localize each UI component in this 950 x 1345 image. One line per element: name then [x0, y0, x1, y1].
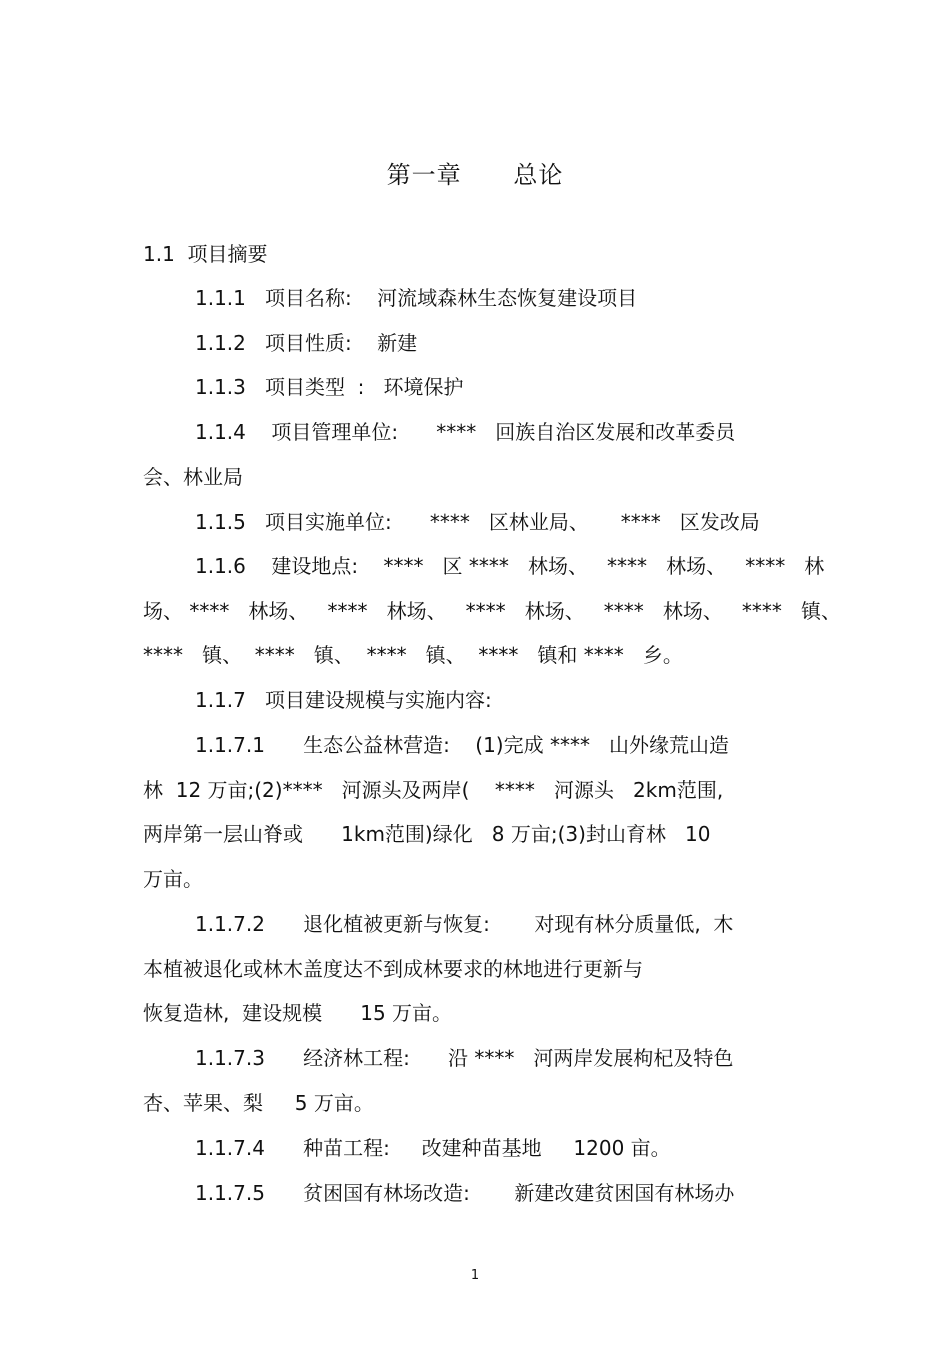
item-1-1-7-1-cont-1: 林 12 万亩;(2)**** 河源头及两岸( **** 河源头 2km范围,: [143, 778, 724, 802]
item-1-1-7-2-cont-2: 恢复造林, 建设规模 15 万亩。: [143, 1001, 453, 1025]
item-1-1-7-5: 1.1.7.5 贫困国有林场改造: 新建改建贫困国有林场办: [195, 1181, 735, 1205]
item-1-1-7-2: 1.1.7.2 退化植被更新与恢复: 对现有林分质量低, 木: [195, 912, 734, 936]
item-1-1-3: 1.1.3 项目类型 : 环境保护: [195, 375, 464, 399]
item-1-1-6-cont-2: **** 镇、 **** 镇、 **** 镇、 **** 镇和 **** 乡。: [143, 643, 683, 667]
page-number: 1: [470, 1268, 480, 1283]
item-1-1-7-3: 1.1.7.3 经济林工程: 沿 **** 河两岸发展枸杞及特色: [195, 1046, 734, 1070]
item-1-1-7-1-cont-3: 万亩。: [143, 867, 203, 891]
item-1-1-7-1-cont-2: 两岸第一层山脊或 1km范围)绿化 8 万亩;(3)封山育林 10: [143, 822, 711, 846]
item-1-1-7: 1.1.7 项目建设规模与实施内容:: [195, 688, 492, 712]
chapter-title: 第一章 总论: [386, 161, 564, 189]
item-1-1-6-cont-1: 场、 **** 林场、 **** 林场、 **** 林场、 **** 林场、 **** 镇、: [143, 599, 842, 623]
item-1-1-4-cont: 会、林业局: [143, 465, 243, 489]
item-1-1-6: 1.1.6 建设地点: **** 区 **** 林场、 **** 林场、 **** 林: [195, 554, 825, 578]
item-1-1-7-2-cont-1: 本植被退化或林木盖度达不到成林要求的林地进行更新与: [143, 957, 643, 981]
item-1-1-7-4: 1.1.7.4 种苗工程: 改建种苗基地 1200 亩。: [195, 1136, 671, 1160]
item-1-1-4: 1.1.4 项目管理单位: **** 回族自治区发展和改革委员: [195, 420, 736, 444]
item-1-1-1: 1.1.1 项目名称: 河流域森林生态恢复建设项目: [195, 286, 638, 310]
section-heading-1-1: 1.1 项目摘要: [143, 242, 268, 266]
item-1-1-2: 1.1.2 项目性质: 新建: [195, 331, 418, 355]
item-1-1-7-3-cont: 杏、苹果、梨 5 万亩。: [143, 1091, 374, 1115]
item-1-1-7-1: 1.1.7.1 生态公益林营造: (1)完成 **** 山外缘荒山造: [195, 733, 730, 757]
item-1-1-5: 1.1.5 项目实施单位: **** 区林业局、 **** 区发改局: [195, 510, 760, 534]
